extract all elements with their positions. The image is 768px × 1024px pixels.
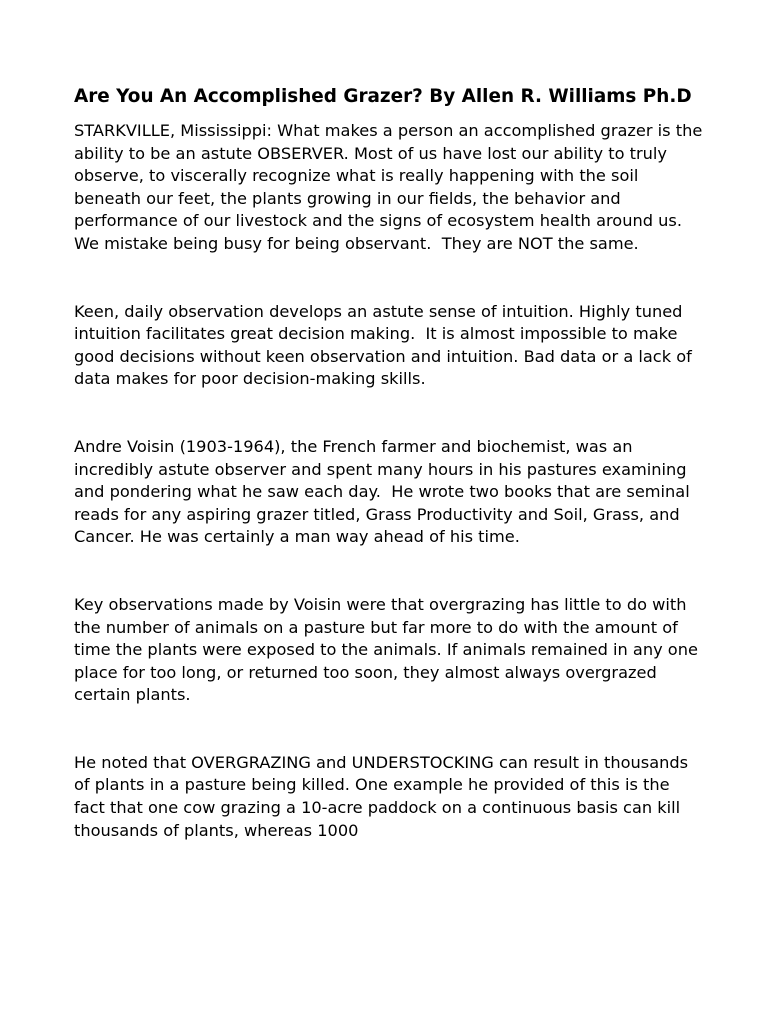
paragraph-2: Keen, daily observation develops an astute sense of intuition. Highly tuned intuition facilitates great decision making. It is almost impossible to make good decisions without keen observation and intuition. Bad data or a lack of data makes for poor decision-making skills. [74,301,697,389]
paragraph-3: Andre Voisin (1903-1964), the French farmer and biochemist, was an incredibly astute observer and spent many hours in his pastures examining and pondering what he saw each day. He wrote two books that are seminal reads for any aspiring grazer titled, Grass Productivity and Soil, Grass, and Cancer. He was certainly a man way ahead of his time. [74,436,695,547]
paragraph-1: STARKVILLE, Mississippi: What makes a person an accomplished grazer is the ability to be an astute OBSERVER. Most of us have lost our ability to truly observe, to viscerally recognize what is really happening with the soil beneath our feet, the plants growing in our fields, the behavior and performance of our livestock and the signs of ecosystem health around us. We mistake being busy for being observant. They are NOT the same. [74,121,708,253]
article-title: Are You An Accomplished Grazer? By Allen R. Williams Ph.D [74,86,692,107]
paragraph-4: Key observations made by Voisin were that overgrazing has little to do with the number of animals on a pasture but far more to do with the amount of time the plants were exposed to the animals. If animals remained in any one place for too long, or returned too soon, they almost always overgrazed certain plants. [74,594,704,705]
document-page [74,84,708,842]
paragraph-5: He noted that OVERGRAZING and UNDERSTOCKING can result in thousands of plants in a pasture being killed. One example he provided of this is the fact that one cow grazing a 10-acre paddock on a continuous basis can kill thousands of plants, whereas 1000 [74,752,694,840]
